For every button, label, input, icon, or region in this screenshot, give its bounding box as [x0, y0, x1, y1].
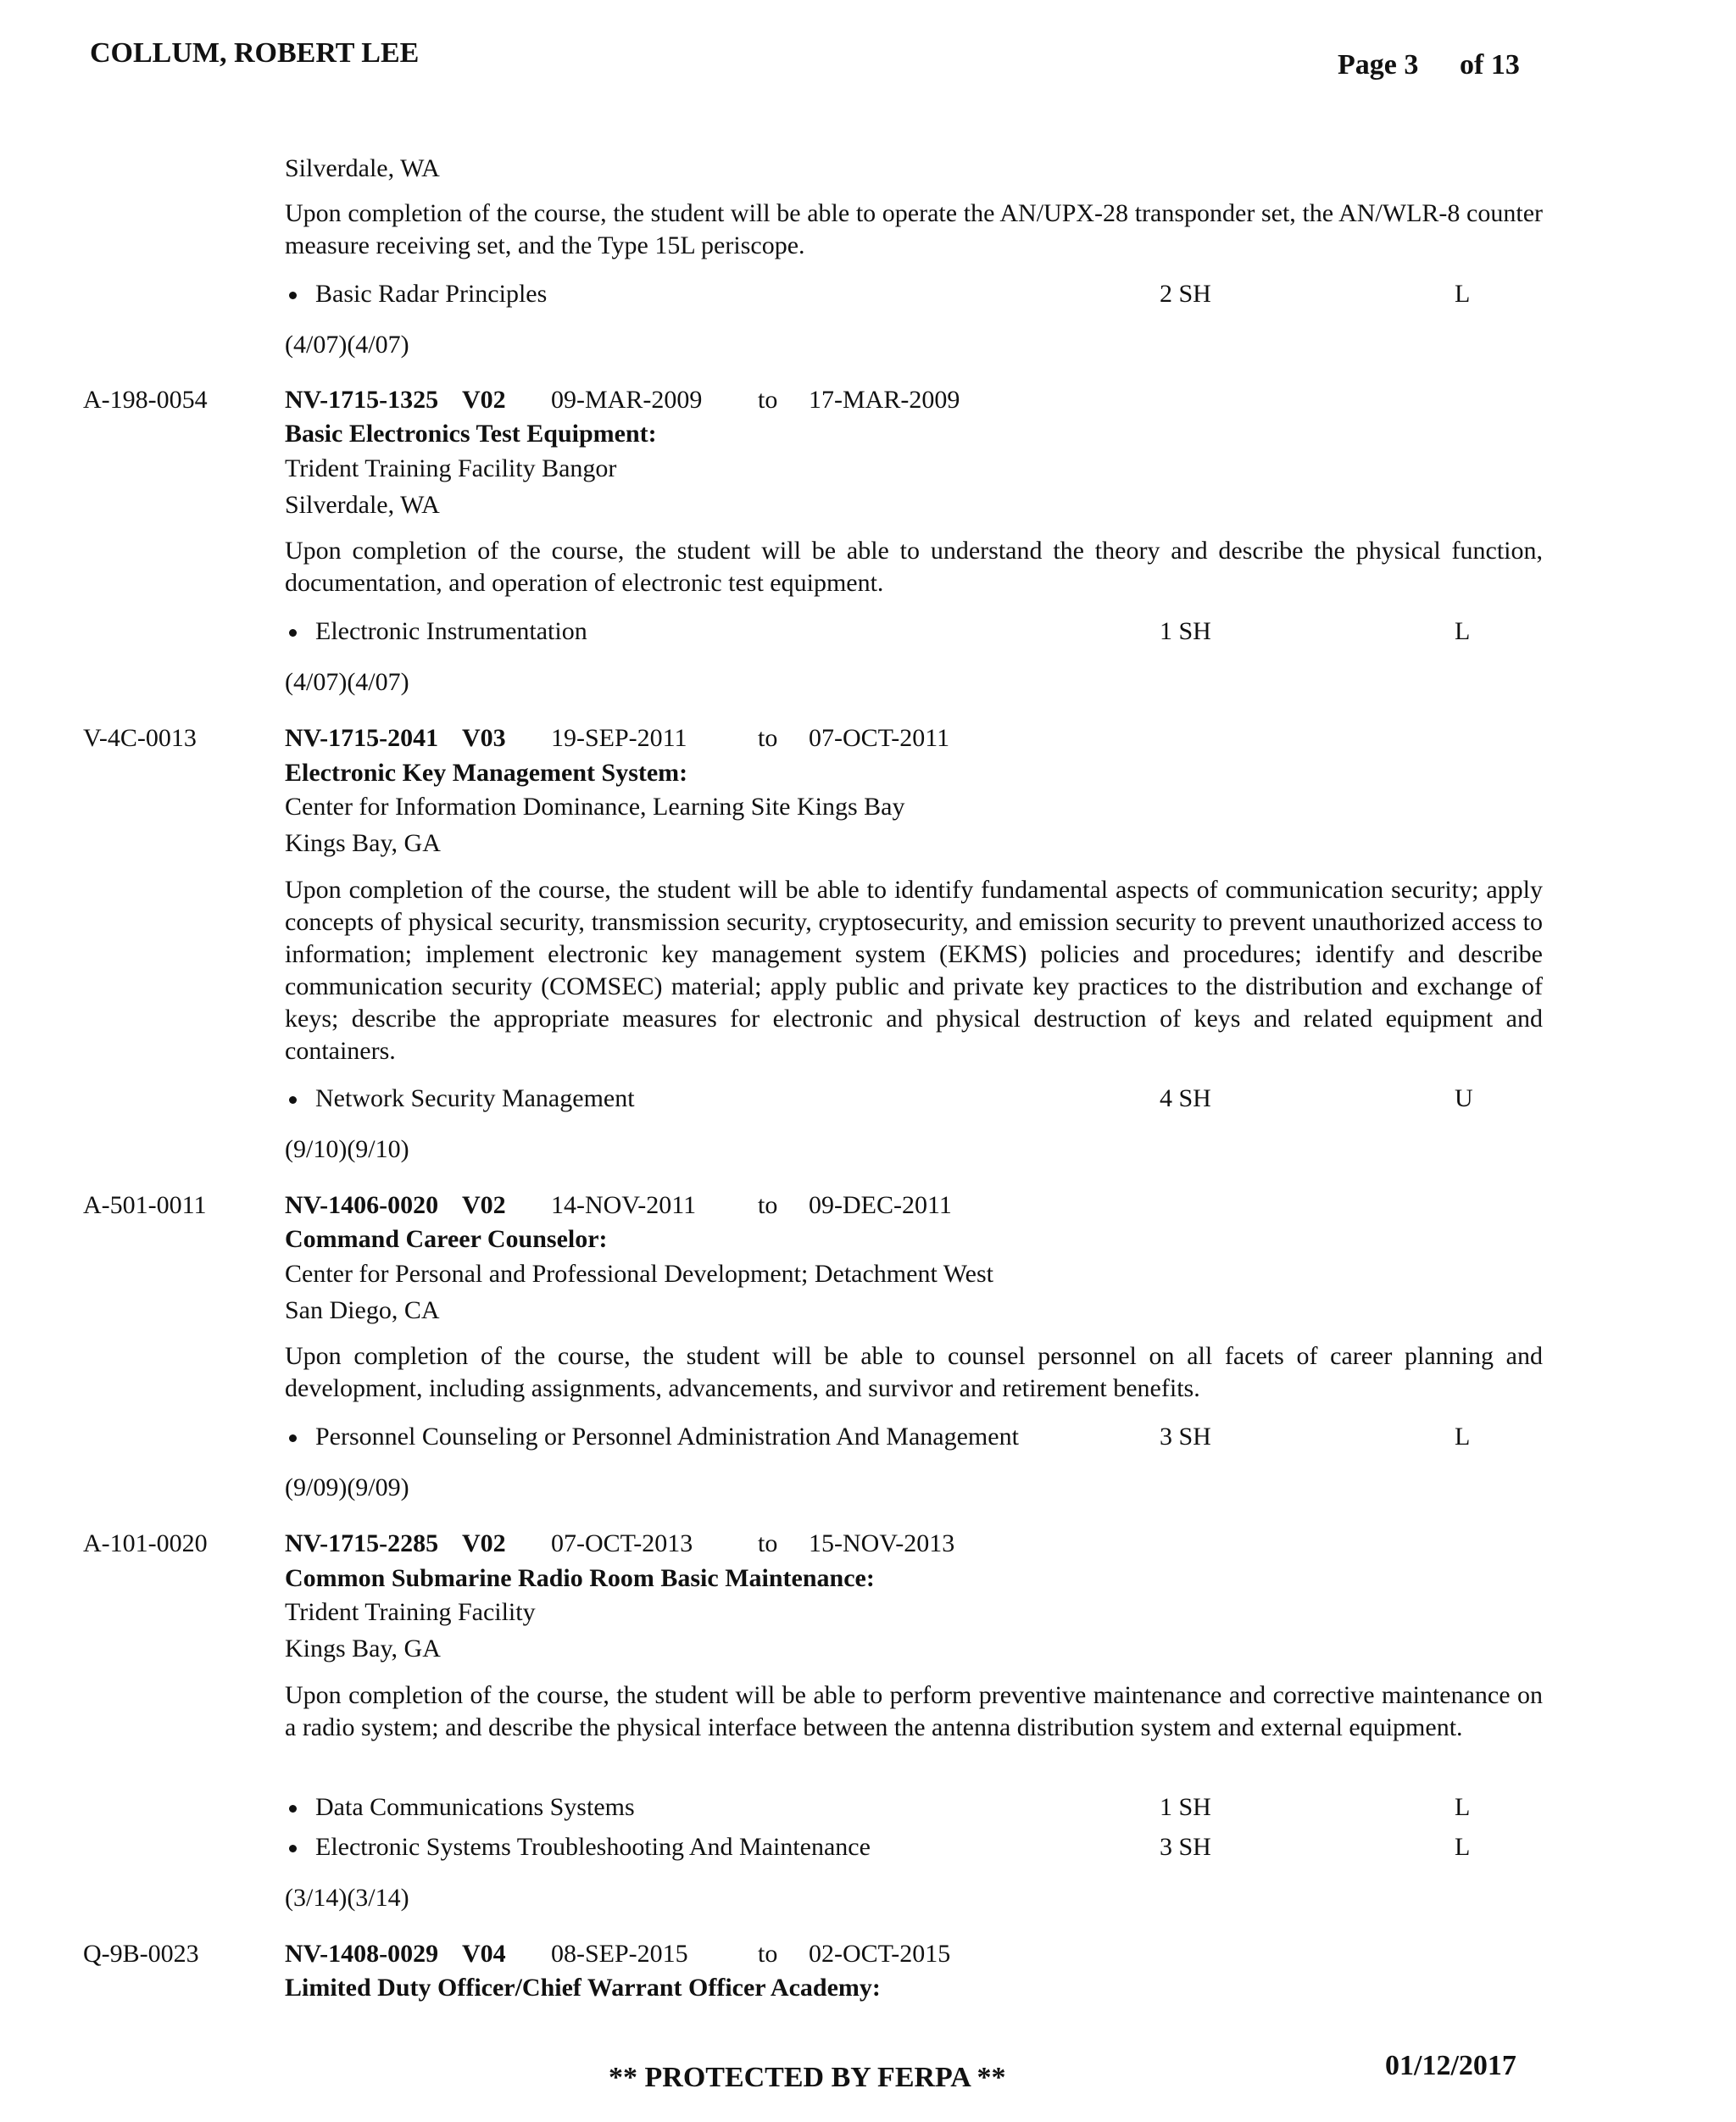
credit-subject: Basic Radar Principles — [315, 280, 548, 308]
course-header-line — [285, 384, 1048, 416]
ace-id: A-198-0054 — [83, 386, 208, 414]
credit-hours: 1 SH — [1160, 617, 1211, 645]
print-date: 01/12/2017 — [1385, 2050, 1516, 2081]
student-name: COLLUM, ROBERT LEE — [90, 37, 420, 69]
course-end-date: 09-DEC-2011 — [809, 1191, 952, 1219]
course-location: Center for Personal and Professional Development; Detachment West — [285, 1260, 993, 1288]
course-version: V02 — [462, 1191, 506, 1219]
bullet-icon — [289, 1096, 297, 1104]
course-start-date: 14-NOV-2011 — [551, 1191, 697, 1219]
course-title: Limited Duty Officer/Chief Warrant Officer Academy: — [285, 1974, 881, 2002]
ace-id: A-101-0020 — [83, 1529, 208, 1557]
course-end-date: 15-NOV-2013 — [809, 1529, 955, 1557]
bullet-icon — [289, 1805, 297, 1813]
course-version: V04 — [462, 1940, 506, 1968]
credit-level: U — [1455, 1084, 1473, 1112]
course-location-city: Kings Bay, GA — [285, 1635, 441, 1663]
course-start-date: 07-OCT-2013 — [551, 1529, 693, 1557]
course-title: Command Career Counselor: — [285, 1225, 608, 1253]
ace-id: V-4C-0013 — [83, 724, 197, 752]
page-total: of 13 — [1460, 49, 1520, 81]
course-location: Trident Training Facility — [285, 1598, 536, 1626]
credit-subject: Electronic Systems Troubleshooting And Maintenance — [315, 1833, 871, 1861]
course-version: V02 — [462, 386, 506, 414]
date-separator: to — [758, 1191, 778, 1219]
course-version: V03 — [462, 724, 506, 752]
date-separator: to — [758, 724, 778, 752]
credit-level: L — [1455, 1423, 1471, 1451]
credit-level: L — [1455, 1833, 1471, 1861]
credit-subject: Data Communications Systems — [315, 1793, 635, 1821]
course-version: V02 — [462, 1529, 506, 1557]
course-number: NV-1715-1325 — [285, 386, 439, 414]
course-description: Upon completion of the course, the student will be able to identify fundamental aspects of communication security; apply concepts of physical security, transmission security, cryptosecurity, and emission security to prevent unauthorized access to information; implement electronic key management system (EKMS) policies and procedures; identify and describe communication security (COMSEC) material; apply public and private key practices to the distribution and exchange of keys; describe the appropriate measures for electronic and physical destruction of keys and related equipment and containers. — [285, 876, 1543, 1065]
credit-hours: 3 SH — [1160, 1423, 1211, 1451]
course-description: Upon completion of the course, the student will be able to operate the AN/UPX-28 transponder set, the AN/WLR-8 counter measure receiving set, and the Type 15L periscope. — [285, 199, 1543, 259]
credit-hours: 2 SH — [1160, 280, 1211, 308]
credit-row — [285, 1421, 1556, 1453]
course-end-date: 02-OCT-2015 — [809, 1940, 951, 1968]
credit-subject: Personnel Counseling or Personnel Administration And Management — [315, 1423, 1019, 1451]
evaluation-dates: (4/07)(4/07) — [285, 331, 409, 359]
course-header-line — [285, 1528, 1048, 1560]
date-separator: to — [758, 1529, 778, 1557]
course-number: NV-1715-2041 — [285, 724, 439, 752]
credit-row — [285, 615, 1556, 648]
credit-level: L — [1455, 1793, 1471, 1821]
evaluation-dates: (4/07)(4/07) — [285, 668, 409, 696]
course-start-date: 08-SEP-2015 — [551, 1940, 688, 1968]
bullet-icon — [289, 629, 297, 637]
course-location-city: Silverdale, WA — [285, 491, 440, 519]
credit-row — [285, 278, 1556, 310]
course-location: Trident Training Facility Bangor — [285, 454, 617, 482]
course-start-date: 19-SEP-2011 — [551, 724, 687, 752]
course-end-date: 17-MAR-2009 — [809, 386, 960, 414]
course-number: NV-1406-0020 — [285, 1191, 439, 1219]
evaluation-dates: (9/10)(9/10) — [285, 1135, 409, 1163]
credit-subject: Network Security Management — [315, 1084, 635, 1112]
course-location-city: Kings Bay, GA — [285, 829, 441, 857]
course-title: Basic Electronics Test Equipment: — [285, 420, 657, 448]
course-description: Upon completion of the course, the student will be able to understand the theory and describe the physical function, documentation, and operation of electronic test equipment. — [285, 537, 1543, 597]
course-header-line — [285, 722, 1048, 755]
bullet-icon — [289, 1845, 297, 1852]
evaluation-dates: (9/09)(9/09) — [285, 1473, 409, 1501]
bullet-icon — [289, 1434, 297, 1442]
course-header-line — [285, 1938, 1048, 1970]
course-description: Upon completion of the course, the student will be able to counsel personnel on all facets of career planning and development, including assignments, advancements, and survivor and retirement benefits. — [285, 1342, 1543, 1402]
course-description: Upon completion of the course, the student will be able to perform preventive maintenance and corrective maintenance on a radio system; and describe the physical interface between the antenna distribution system and external equipment. — [285, 1681, 1543, 1741]
course-location-city: Silverdale, WA — [285, 154, 440, 182]
ferpa-notice: ** PROTECTED BY FERPA ** — [609, 2062, 1006, 2093]
date-separator: to — [758, 1940, 778, 1968]
page-number: Page 3 — [1338, 49, 1419, 81]
course-location: Center for Information Dominance, Learning Site Kings Bay — [285, 793, 905, 821]
course-location-city: San Diego, CA — [285, 1296, 440, 1324]
bullet-icon — [289, 292, 297, 299]
course-header-line — [285, 1189, 1048, 1222]
credit-hours: 4 SH — [1160, 1084, 1211, 1112]
credit-level: L — [1455, 280, 1471, 308]
credit-level: L — [1455, 617, 1471, 645]
course-end-date: 07-OCT-2011 — [809, 724, 950, 752]
credit-hours: 3 SH — [1160, 1833, 1211, 1861]
credit-hours: 1 SH — [1160, 1793, 1211, 1821]
course-number: NV-1408-0029 — [285, 1940, 439, 1968]
credit-row — [285, 1083, 1556, 1115]
credit-row — [285, 1831, 1556, 1863]
credit-row — [285, 1791, 1556, 1824]
evaluation-dates: (3/14)(3/14) — [285, 1884, 409, 1912]
course-start-date: 09-MAR-2009 — [551, 386, 703, 414]
course-title: Common Submarine Radio Room Basic Maintenance: — [285, 1564, 875, 1592]
date-separator: to — [758, 386, 778, 414]
ace-id: A-501-0011 — [83, 1191, 207, 1219]
ace-id: Q-9B-0023 — [83, 1940, 199, 1968]
course-title: Electronic Key Management System: — [285, 759, 688, 787]
credit-subject: Electronic Instrumentation — [315, 617, 587, 645]
course-number: NV-1715-2285 — [285, 1529, 439, 1557]
